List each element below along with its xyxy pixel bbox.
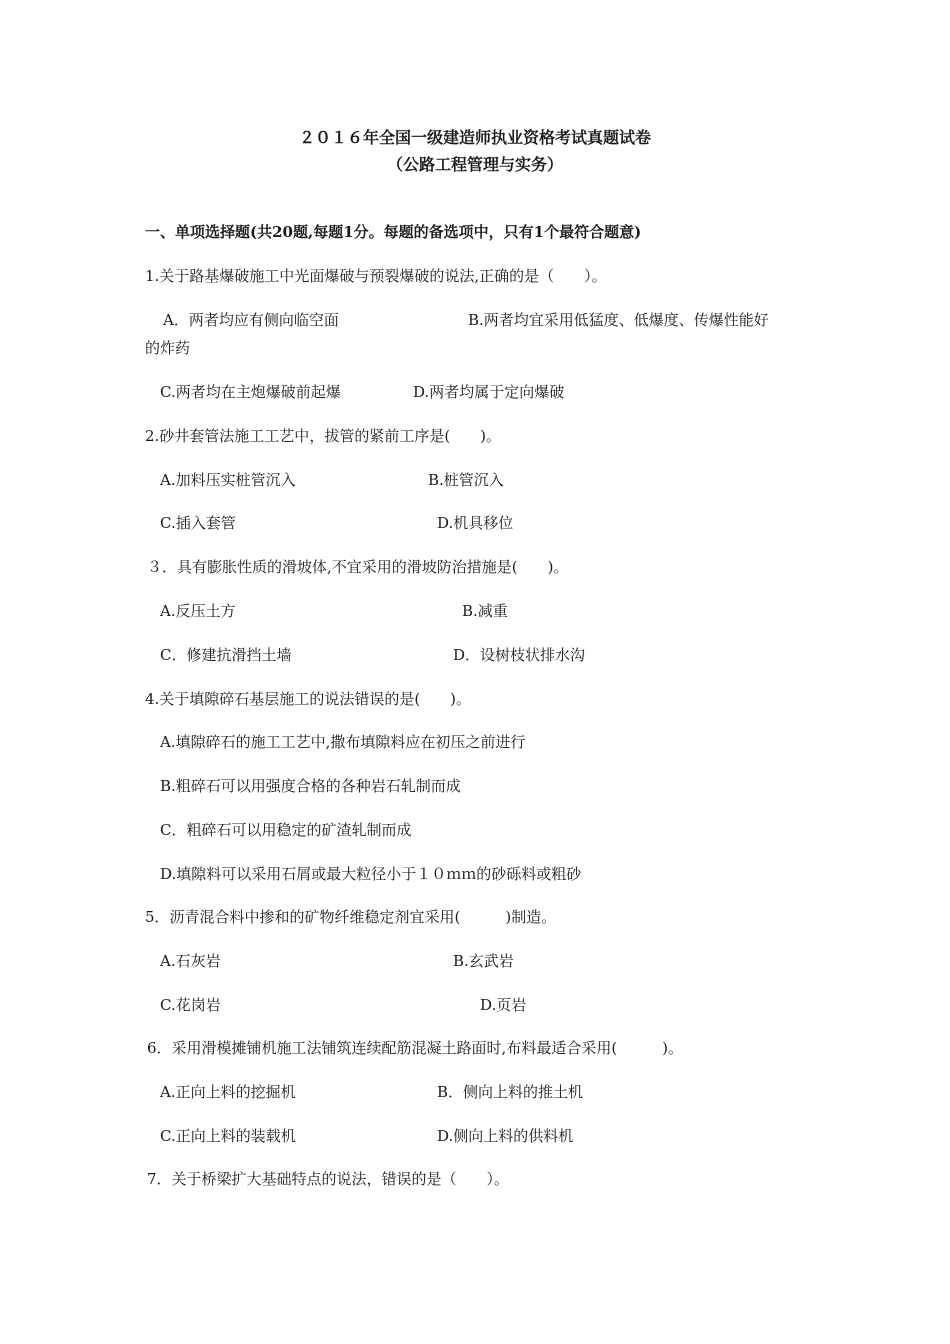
- question-6: 6．采用滑模摊铺机施工法铺筑连续配筋混凝土路面时,布料最适合采用( )。: [147, 1039, 684, 1057]
- q4-option-c: C．粗碎石可以用稳定的矿渣轧制而成: [160, 821, 412, 839]
- q5-option-b: B.玄武岩: [453, 952, 514, 970]
- q5-option-c: C.花岗岩: [160, 996, 221, 1014]
- q2-option-d: D.机具移位: [437, 514, 514, 532]
- q3-option-a: A.反压土方: [160, 602, 236, 620]
- q6-option-c: C.正向上料的装载机: [160, 1127, 296, 1145]
- q6-option-d: D.侧向上料的供料机: [437, 1127, 574, 1145]
- section-heading: 一、单项选择题(共20题,每题1分。每题的备选项中，只有1个最符合题意): [145, 223, 642, 241]
- q3-option-c: C．修建抗滑挡土墙: [160, 646, 292, 664]
- q1-option-b: B.两者均宜采用低猛度、低爆度、传爆性能好: [468, 311, 769, 329]
- q5-option-a: A.石灰岩: [160, 952, 221, 970]
- q1-option-b-cont: 的炸药: [145, 339, 191, 357]
- q2-option-a: A.加料压实桩管沉入: [160, 471, 296, 489]
- question-4: 4.关于填隙碎石基层施工的说法错误的是( )。: [145, 690, 472, 708]
- q1-option-a: A．两者均应有侧向临空面: [163, 311, 339, 329]
- q3-option-d: D．设树枝状排水沟: [453, 646, 586, 664]
- question-2: 2.砂井套管法施工工艺中，拔管的紧前工序是( )。: [145, 427, 502, 445]
- q4-option-d: D.填隙料可以采用石屑或最大粒径小于１０ｍｍ的砂砾料或粗砂: [160, 865, 582, 883]
- q2-option-b: B.桩管沉入: [428, 471, 504, 489]
- q4-option-b: B.粗碎石可以用强度合格的各种岩石轧制而成: [160, 777, 461, 795]
- exam-title: ２０１６年全国一级建造师执业资格考试真题试卷: [298, 128, 651, 147]
- q1-option-d: D.两者均属于定向爆破: [413, 383, 565, 401]
- q4-option-a: A.填隙碎石的施工工艺中,撒布填隙料应在初压之前进行: [160, 733, 526, 751]
- exam-subtitle: （公路工程管理与实务）: [386, 155, 563, 174]
- q6-option-b: B．侧向上料的推土机: [437, 1083, 584, 1101]
- question-5: 5．沥青混合料中掺和的矿物纤维稳定剂宜采用( )制造。: [145, 908, 557, 926]
- question-1: 1.关于路基爆破施工中光面爆破与预裂爆破的说法,正确的是（ ）。: [145, 267, 607, 285]
- q3-option-b: B.减重: [462, 602, 508, 620]
- question-7: 7．关于桥梁扩大基础特点的说法，错误的是（ ）。: [147, 1170, 510, 1188]
- q6-option-a: A.正向上料的挖掘机: [160, 1083, 296, 1101]
- q2-option-c: C.插入套管: [160, 514, 236, 532]
- q1-option-c: C.两者均在主炮爆破前起爆: [160, 383, 341, 401]
- question-3: ３．具有膨胀性质的滑坡体,不宜采用的滑坡防治措施是( )。: [147, 558, 569, 576]
- q5-option-d: D.页岩: [480, 996, 527, 1014]
